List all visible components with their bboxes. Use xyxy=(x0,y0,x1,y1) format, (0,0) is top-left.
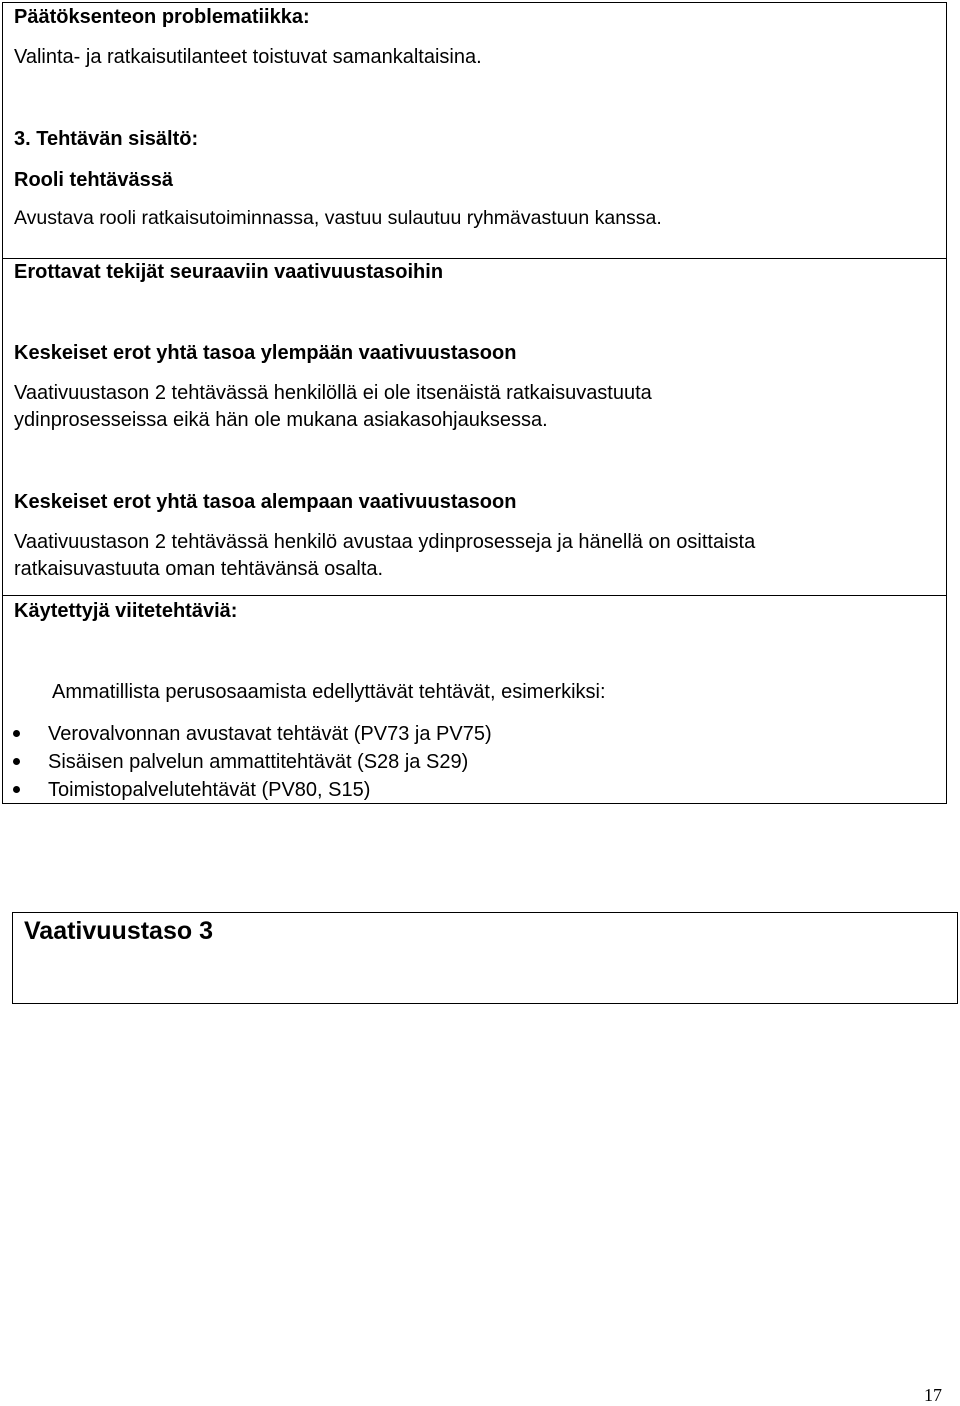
distinguishing-heading: Erottavat tekijät seuraaviin vaativuustasoihin xyxy=(14,261,444,283)
role-text: Avustava rooli ratkaisutoiminnassa, vastuu sulautuu ryhmävastuun kanssa. xyxy=(14,207,662,229)
level-3-title: Vaativuustaso 3 xyxy=(24,917,213,945)
lower-level-text-2: ratkaisuvastuuta oman tehtävänsä osalta. xyxy=(14,558,384,580)
decision-heading: Päätöksenteon problematiikka: xyxy=(14,6,310,28)
bullet-icon xyxy=(13,786,20,793)
list-item: Toimistopalvelutehtävät (PV80, S15) xyxy=(48,779,371,801)
decision-text: Valinta- ja ratkaisutilanteet toistuvat samankaltaisina. xyxy=(14,46,482,68)
lower-level-heading: Keskeiset erot yhtä tasoa alempaan vaativuustasoon xyxy=(14,491,517,513)
reference-tasks-intro: Ammatillista perusosaamista edellyttävät tehtävät, esimerkiksi: xyxy=(52,681,606,703)
lower-level-text-1: Vaativuustason 2 tehtävässä henkilö avustaa ydinprosesseja ja hänellä on osittaista xyxy=(14,531,756,553)
bullet-icon xyxy=(13,758,20,765)
task-heading: 3. Tehtävän sisältö: xyxy=(14,128,199,150)
reference-tasks-heading: Käytettyjä viitetehtäviä: xyxy=(14,600,238,622)
role-heading: Rooli tehtävässä xyxy=(14,169,173,191)
list-item: Sisäisen palvelun ammattitehtävät (S28 ja S29) xyxy=(48,751,469,773)
list-item: Verovalvonnan avustavat tehtävät (PV73 ja PV75) xyxy=(48,723,492,745)
bullet-icon xyxy=(13,730,20,737)
page-number: 17 xyxy=(924,1385,942,1405)
upper-level-heading: Keskeiset erot yhtä tasoa ylempään vaativuustasoon xyxy=(14,342,517,364)
upper-level-text-2: ydinprosesseissa eikä hän ole mukana asiakasohjauksessa. xyxy=(14,409,548,431)
upper-level-text-1: Vaativuustason 2 tehtävässä henkilöllä ei ole itsenäistä ratkaisuvastuuta xyxy=(14,382,652,404)
